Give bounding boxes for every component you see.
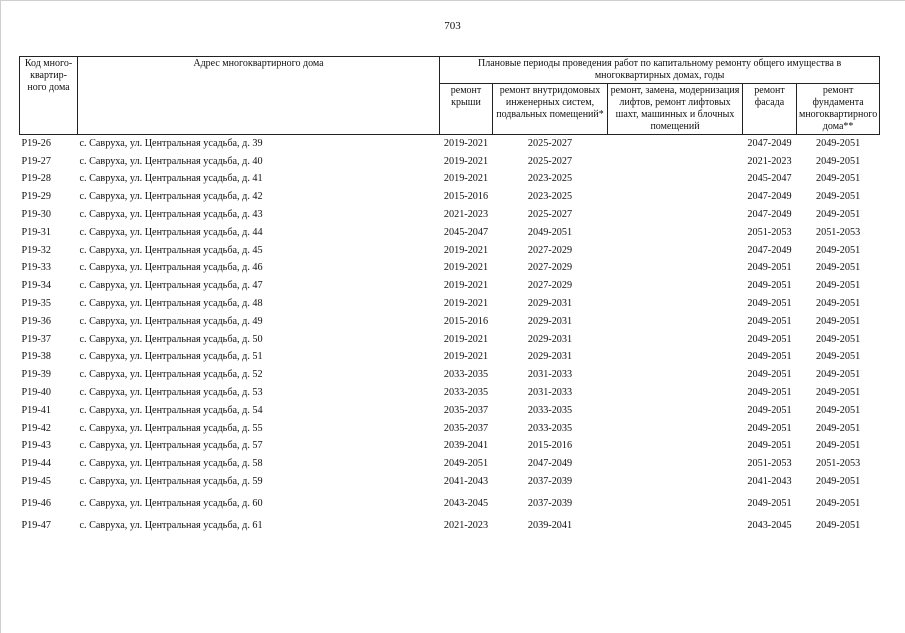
row-roof: 2019-2021 [443, 333, 489, 345]
table-row [20, 455, 880, 473]
row-systems: 2033-2035 [527, 422, 573, 434]
table-row [20, 188, 880, 206]
row-facade: 2049-2051 [747, 262, 792, 274]
row-roof: 2019-2021 [443, 262, 489, 274]
row-elevators [608, 242, 743, 260]
row-address: с. Савруха, ул. Центральная усадьба, д. 50 [79, 333, 263, 345]
row-foundation: 2049-2051 [816, 387, 861, 399]
row-code: Р19-41 [21, 404, 51, 416]
row-facade: 2049-2051 [747, 404, 792, 416]
table-row [20, 242, 880, 260]
row-foundation: 2049-2051 [816, 333, 861, 345]
row-roof: 2043-2045 [443, 497, 489, 509]
row-systems: 2031-2033 [527, 369, 573, 381]
row-code: Р19-27 [21, 155, 51, 167]
row-elevators [608, 349, 743, 367]
table-row [20, 366, 880, 384]
row-foundation: 2049-2051 [816, 244, 861, 256]
table-row [20, 313, 880, 331]
row-roof: 2019-2021 [443, 173, 489, 185]
row-code: Р19-45 [21, 476, 51, 488]
row-address: с. Савруха, ул. Центральная усадьба, д. 61 [79, 519, 263, 531]
row-address: с. Савруха, ул. Центральная усадьба, д. 43 [79, 209, 263, 221]
row-code: Р19-34 [21, 280, 51, 292]
row-code: Р19-37 [21, 333, 51, 345]
row-address: с. Савруха, ул. Центральная усадьба, д. 52 [79, 369, 263, 381]
header-systems: ремонт внутридомовых инженерных систем, подвальных помещений* [493, 84, 608, 135]
row-facade: 2049-2051 [747, 315, 792, 327]
row-address: с. Савруха, ул. Центральная усадьба, д. 53 [79, 387, 263, 399]
table-row [20, 420, 880, 438]
table-row [20, 224, 880, 242]
row-facade: 2047-2049 [747, 137, 792, 149]
row-roof: 2039-2041 [443, 440, 489, 452]
row-address: с. Савруха, ул. Центральная усадьба, д. 51 [79, 351, 263, 363]
row-roof: 2041-2043 [443, 476, 489, 488]
row-facade: 2049-2051 [747, 369, 792, 381]
row-systems: 2039-2041 [527, 519, 573, 531]
row-foundation: 2049-2051 [816, 262, 861, 274]
row-roof: 2033-2035 [443, 369, 489, 381]
row-roof: 2033-2035 [443, 387, 489, 399]
row-address: с. Савруха, ул. Центральная усадьба, д. 47 [79, 280, 263, 292]
row-systems: 2023-2025 [527, 173, 573, 185]
row-code: Р19-33 [21, 262, 51, 274]
row-code: Р19-31 [21, 226, 51, 238]
row-elevators [608, 455, 743, 473]
table-row [20, 349, 880, 367]
row-elevators [608, 384, 743, 402]
row-roof: 2045-2047 [443, 226, 489, 238]
row-elevators [608, 491, 743, 513]
row-foundation: 2049-2051 [816, 280, 861, 292]
table-row [20, 473, 880, 491]
header-code: Код много-квартир-ного дома [20, 57, 78, 135]
row-systems: 2027-2029 [527, 262, 573, 274]
row-code: Р19-35 [21, 298, 51, 310]
row-systems: 2049-2051 [527, 226, 573, 238]
row-foundation: 2049-2051 [816, 173, 861, 185]
table-header [20, 57, 880, 135]
table-row [20, 513, 880, 535]
row-facade: 2047-2049 [747, 244, 792, 256]
row-foundation: 2049-2051 [816, 351, 861, 363]
table-row [20, 295, 880, 313]
row-facade: 2049-2051 [747, 298, 792, 310]
table-row [20, 491, 880, 513]
row-roof: 2019-2021 [443, 280, 489, 292]
row-facade: 2021-2023 [747, 155, 792, 167]
row-systems: 2047-2049 [527, 458, 573, 470]
row-roof: 2035-2037 [443, 404, 489, 416]
row-code: Р19-42 [21, 422, 51, 434]
row-elevators [608, 313, 743, 331]
row-systems: 2031-2033 [527, 387, 573, 399]
header-address: Адрес многоквартирного дома [78, 57, 440, 135]
scan-top-edge [0, 0, 905, 1]
row-elevators [608, 473, 743, 491]
row-roof: 2035-2037 [443, 422, 489, 434]
row-elevators [608, 366, 743, 384]
row-address: с. Савруха, ул. Центральная усадьба, д. 49 [79, 315, 263, 327]
row-code: Р19-28 [21, 173, 51, 185]
row-foundation: 2049-2051 [816, 422, 861, 434]
row-elevators [608, 171, 743, 189]
row-systems: 2029-2031 [527, 351, 573, 363]
table-row [20, 331, 880, 349]
row-facade: 2043-2045 [747, 519, 792, 531]
table-row [20, 402, 880, 420]
page-number: 703 [444, 20, 461, 32]
table-row [20, 277, 880, 295]
table-row [20, 438, 880, 456]
table-row [20, 260, 880, 278]
header-roof: ремонт крыши [440, 84, 493, 135]
row-roof: 2019-2021 [443, 351, 489, 363]
row-address: с. Савруха, ул. Центральная усадьба, д. 46 [79, 262, 263, 274]
row-elevators [608, 224, 743, 242]
row-elevators [608, 153, 743, 171]
row-code: Р19-39 [21, 369, 51, 381]
row-systems: 2023-2025 [527, 191, 573, 203]
row-facade: 2049-2051 [747, 351, 792, 363]
row-address: с. Савруха, ул. Центральная усадьба, д. 39 [79, 137, 263, 149]
scan-left-edge [0, 0, 1, 633]
table-row [20, 135, 880, 153]
row-address: с. Савруха, ул. Центральная усадьба, д. 40 [79, 155, 263, 167]
row-code: Р19-44 [21, 458, 51, 470]
row-roof: 2019-2021 [443, 244, 489, 256]
header-elevators: ремонт, замена, модернизация лифтов, ремонт лифтовых шахт, машинных и блочных помещений [608, 84, 743, 135]
row-address: с. Савруха, ул. Центральная усадьба, д. 45 [79, 244, 263, 256]
row-facade: 2049-2051 [747, 280, 792, 292]
row-systems: 2025-2027 [527, 209, 573, 221]
row-foundation: 2049-2051 [816, 155, 861, 167]
repair-schedule-table [19, 56, 880, 535]
row-code: Р19-38 [21, 351, 51, 363]
row-foundation: 2049-2051 [816, 137, 861, 149]
row-foundation: 2051-2053 [816, 458, 861, 470]
row-address: с. Савруха, ул. Центральная усадьба, д. 58 [79, 458, 263, 470]
row-elevators [608, 402, 743, 420]
row-elevators [608, 438, 743, 456]
row-address: с. Савруха, ул. Центральная усадьба, д. 48 [79, 298, 263, 310]
row-code: Р19-30 [21, 209, 51, 221]
row-address: с. Савруха, ул. Центральная усадьба, д. 44 [79, 226, 263, 238]
row-roof: 2019-2021 [443, 298, 489, 310]
row-facade: 2047-2049 [747, 191, 792, 203]
row-facade: 2049-2051 [747, 440, 792, 452]
table-body [20, 135, 880, 535]
row-roof: 2021-2023 [443, 519, 489, 531]
row-systems: 2033-2035 [527, 404, 573, 416]
row-systems: 2037-2039 [527, 476, 573, 488]
row-foundation: 2049-2051 [816, 315, 861, 327]
row-facade: 2049-2051 [747, 333, 792, 345]
row-facade: 2051-2053 [747, 458, 792, 470]
row-facade: 2049-2051 [747, 422, 792, 434]
row-elevators [608, 331, 743, 349]
row-foundation: 2049-2051 [816, 440, 861, 452]
header-planned-periods: Плановые периоды проведения работ по капитальному ремонту общего имущества в многоквартирных домах, годы [440, 57, 880, 84]
table-row [20, 384, 880, 402]
row-foundation: 2049-2051 [816, 519, 861, 531]
row-foundation: 2049-2051 [816, 191, 861, 203]
row-code: Р19-40 [21, 387, 51, 399]
row-facade: 2049-2051 [747, 387, 792, 399]
row-address: с. Савруха, ул. Центральная усадьба, д. 54 [79, 404, 263, 416]
row-foundation: 2049-2051 [816, 497, 861, 509]
row-foundation: 2049-2051 [816, 298, 861, 310]
row-foundation: 2049-2051 [816, 209, 861, 221]
row-systems: 2015-2016 [527, 440, 573, 452]
row-code: Р19-29 [21, 191, 51, 203]
row-elevators [608, 295, 743, 313]
row-roof: 2015-2016 [443, 191, 489, 203]
row-elevators [608, 206, 743, 224]
row-facade: 2047-2049 [747, 209, 792, 221]
row-address: с. Савруха, ул. Центральная усадьба, д. 41 [79, 173, 263, 185]
row-systems: 2027-2029 [527, 244, 573, 256]
row-facade: 2041-2043 [747, 476, 792, 488]
row-foundation: 2049-2051 [816, 404, 861, 416]
table-row [20, 206, 880, 224]
row-address: с. Савруха, ул. Центральная усадьба, д. 60 [79, 497, 263, 509]
row-facade: 2051-2053 [747, 226, 792, 238]
row-address: с. Савруха, ул. Центральная усадьба, д. 42 [79, 191, 263, 203]
row-foundation: 2051-2053 [816, 226, 861, 238]
row-systems: 2025-2027 [527, 155, 573, 167]
header-facade: ремонт фасада [743, 84, 797, 135]
row-roof: 2019-2021 [443, 137, 489, 149]
row-facade: 2049-2051 [747, 497, 792, 509]
row-code: Р19-36 [21, 315, 51, 327]
row-roof: 2015-2016 [443, 315, 489, 327]
row-systems: 2029-2031 [527, 298, 573, 310]
row-systems: 2027-2029 [527, 280, 573, 292]
row-foundation: 2049-2051 [816, 369, 861, 381]
row-elevators [608, 188, 743, 206]
row-roof: 2049-2051 [443, 458, 489, 470]
row-code: Р19-26 [21, 137, 51, 149]
row-elevators [608, 513, 743, 535]
row-systems: 2037-2039 [527, 497, 573, 509]
row-systems: 2025-2027 [527, 137, 573, 149]
row-roof: 2019-2021 [443, 155, 489, 167]
row-address: с. Савруха, ул. Центральная усадьба, д. 55 [79, 422, 263, 434]
row-code: Р19-46 [21, 497, 51, 509]
header-foundation: ремонт фундамента многоквартирного дома** [797, 84, 880, 135]
row-systems: 2029-2031 [527, 315, 573, 327]
row-facade: 2045-2047 [747, 173, 792, 185]
row-code: Р19-32 [21, 244, 51, 256]
row-foundation: 2049-2051 [816, 476, 861, 488]
row-elevators [608, 260, 743, 278]
row-elevators [608, 135, 743, 153]
table-row [20, 153, 880, 171]
row-code: Р19-47 [21, 519, 51, 531]
table-row [20, 171, 880, 189]
row-systems: 2029-2031 [527, 333, 573, 345]
row-elevators [608, 277, 743, 295]
row-elevators [608, 420, 743, 438]
row-roof: 2021-2023 [443, 209, 489, 221]
row-address: с. Савруха, ул. Центральная усадьба, д. 59 [79, 476, 263, 488]
row-address: с. Савруха, ул. Центральная усадьба, д. 57 [79, 440, 263, 452]
row-code: Р19-43 [21, 440, 51, 452]
